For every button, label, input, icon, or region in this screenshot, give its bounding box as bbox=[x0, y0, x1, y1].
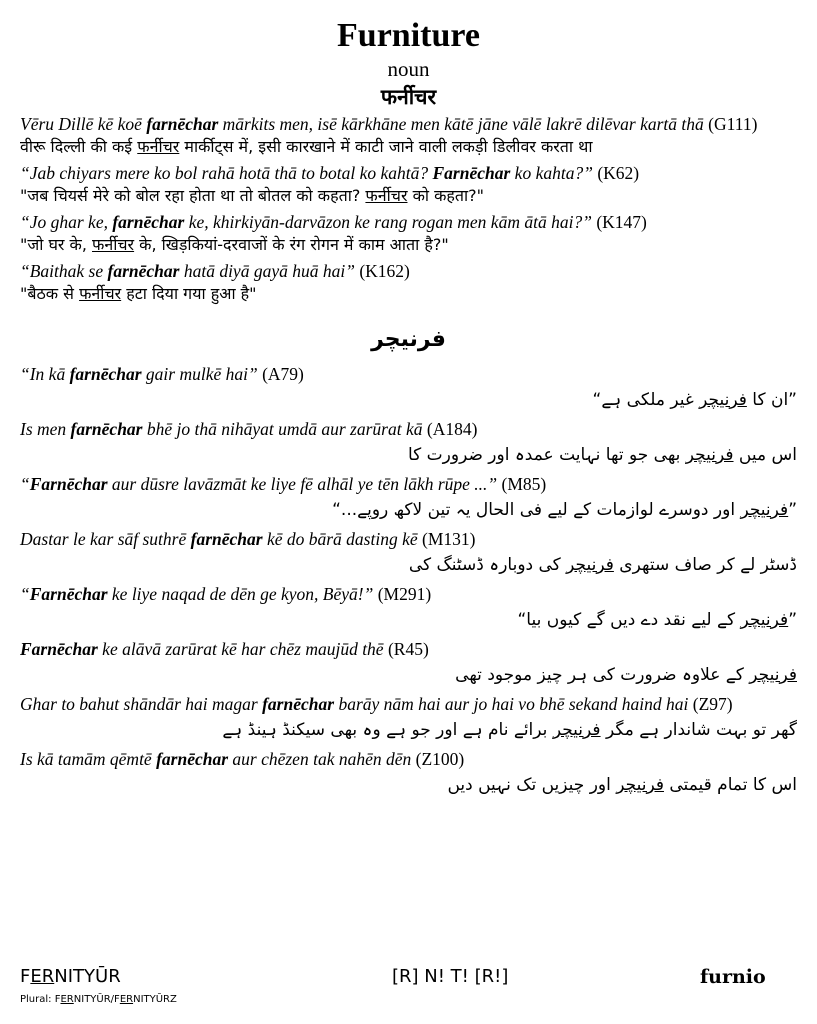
romanized-sentence bbox=[20, 584, 797, 605]
keyword-urdu: فرنیچر bbox=[685, 445, 734, 465]
source-code: (K162) bbox=[354, 261, 410, 281]
keyword-urdu: فرنیچر bbox=[699, 390, 747, 410]
dev-text: मार्कीट्स में, इसी कारखाने में काटी जाने वाली लकड़ी डिलीवर करता था bbox=[179, 137, 593, 156]
urdu-text: کی دوبارہ ڈسٹنگ کی bbox=[408, 555, 567, 575]
urdu-sentence bbox=[20, 550, 797, 580]
keyword-devanagari: फर्नीचर bbox=[79, 284, 122, 303]
devanagari-sentence bbox=[20, 233, 797, 257]
keyword: Farnēchar bbox=[20, 639, 98, 659]
urdu-sentence bbox=[20, 660, 797, 690]
plural-forms: Plural: FERNITYŪR/FERNITYŪRZ bbox=[20, 994, 177, 1005]
urdu-examples bbox=[20, 364, 797, 800]
example-entry bbox=[20, 749, 797, 800]
rom-text: gair mulkē hai” bbox=[141, 364, 258, 384]
romanized-sentence bbox=[20, 529, 797, 550]
rom-text: “Jab chiyars mere ko bol rahā hotā thā to botal ko kahtā? bbox=[20, 163, 433, 183]
keyword: farnēchar bbox=[112, 212, 185, 232]
keyword: Farnēchar bbox=[432, 163, 511, 183]
source-code: (G111) bbox=[703, 114, 758, 134]
dev-text: के, खिड़कियां-दरवाजों के रंग रोगन में काम आता है?" bbox=[134, 235, 449, 254]
dev-text: हटा दिया गया हुआ है" bbox=[121, 284, 257, 303]
keyword: Farnēchar bbox=[29, 584, 108, 604]
keyword: farnēchar bbox=[156, 749, 229, 769]
dev-text: "बैठक से bbox=[20, 284, 80, 303]
urdu-text: ڈسٹر لے کر صاف ستھری bbox=[613, 555, 797, 575]
urdu-text: کے علاوہ ضرورت کی ہر چیز موجود تھی bbox=[455, 665, 750, 685]
script-form: furnio bbox=[700, 966, 766, 988]
source-code: (Z100) bbox=[411, 749, 465, 769]
rom-text: “ bbox=[20, 474, 30, 494]
rom-text: aur chēzen tak nahēn dēn bbox=[228, 749, 412, 769]
source-code: (Z97) bbox=[688, 694, 733, 714]
keyword: farnēchar bbox=[69, 364, 142, 384]
dev-text: वीरू दिल्ली की कई bbox=[20, 137, 138, 156]
example-entry bbox=[20, 261, 797, 306]
keyword: farnēchar bbox=[107, 261, 180, 281]
urdu-text: برائے نام ہے اور جو ہے وہ بھی سیکنڈ ہینڈ ہے bbox=[222, 720, 553, 740]
romanized-sentence bbox=[20, 694, 797, 715]
source-code: (K62) bbox=[592, 163, 640, 183]
dev-text: "जब चियर्स मेरे को बोल रहा होता था तो बोतल को कहता? bbox=[20, 186, 366, 205]
urdu-text: اور دوسرے لوازمات کے لیے فی الحال یہ تین لاکھ روپے...“ bbox=[332, 500, 741, 520]
urdu-sentence bbox=[20, 605, 797, 635]
example-entry bbox=[20, 212, 797, 257]
pronunciation: [R] N! T! [R!] bbox=[392, 966, 509, 987]
rom-text: aur dūsre lavāzmāt ke liye fē alhāl ye tēn lākh rūpe ...” bbox=[107, 474, 498, 494]
urdu-sentence bbox=[20, 715, 797, 745]
hindi-headword: फर्नीचर bbox=[380, 85, 437, 109]
keyword: Farnēchar bbox=[29, 474, 108, 494]
devanagari-sentence bbox=[20, 184, 797, 208]
rom-text: Is men bbox=[20, 419, 71, 439]
rom-text: ko kahta?” bbox=[510, 163, 593, 183]
urdu-sentence bbox=[20, 495, 797, 525]
example-entry bbox=[20, 529, 797, 580]
source-code: (A184) bbox=[422, 419, 478, 439]
rom-text: “Jo ghar ke, bbox=[20, 212, 113, 232]
keyword-urdu: فرنیچر bbox=[740, 500, 789, 520]
rom-text: bhē jo thā nihāyat umdā aur zarūrat kā bbox=[142, 419, 423, 439]
romanized-sentence bbox=[20, 639, 797, 660]
respelled-word: FERNITYŪR bbox=[20, 966, 121, 987]
example-entry bbox=[20, 694, 797, 745]
example-entry bbox=[20, 364, 797, 415]
keyword-urdu: فرنیچر bbox=[740, 610, 789, 630]
urdu-sentence bbox=[20, 770, 797, 800]
source-code: (R45) bbox=[383, 639, 429, 659]
source-code: (M85) bbox=[497, 474, 547, 494]
romanized-sentence bbox=[20, 261, 797, 282]
source-code: (M291) bbox=[373, 584, 432, 604]
rom-text: Dastar le kar sāf suthrē bbox=[20, 529, 191, 549]
source-code: (A79) bbox=[257, 364, 304, 384]
rom-text: ke, khirkiyān-darvāzon ke rang rogan men kām ātā hai?” bbox=[184, 212, 592, 232]
footer bbox=[20, 966, 797, 1006]
keyword: farnēchar bbox=[262, 694, 335, 714]
romanized-sentence bbox=[20, 163, 797, 184]
urdu-text: ”ان کا bbox=[746, 390, 797, 410]
rom-text: Vēru Dillē kē koē bbox=[20, 114, 147, 134]
romanized-sentence bbox=[20, 212, 797, 233]
keyword: farnēchar bbox=[190, 529, 263, 549]
example-entry bbox=[20, 163, 797, 208]
urdu-text: کے لیے نقد دے دیں گے کیوں بیا“ bbox=[517, 610, 741, 630]
source-code: (K147) bbox=[591, 212, 647, 232]
urdu-text: ” bbox=[788, 500, 797, 520]
dev-text: को कहता?" bbox=[407, 186, 485, 205]
romanized-sentence bbox=[20, 474, 797, 495]
romanized-sentence bbox=[20, 114, 797, 135]
devanagari-sentence bbox=[20, 135, 797, 159]
rom-text: ke alāvā zarūrat kē har chēz maujūd thē bbox=[97, 639, 384, 659]
rom-text: kē do bārā dasting kē bbox=[262, 529, 418, 549]
rom-text: “Baithak se bbox=[20, 261, 108, 281]
rom-text: mārkits men, isē kārkhāne men kātē jāne vālē lakrē dilēvar kartā thā bbox=[218, 114, 704, 134]
keyword-urdu: فرنیچر bbox=[566, 555, 614, 575]
keyword-urdu: فرنیچر bbox=[616, 775, 664, 795]
rom-text: Ghar to bahut shāndār hai magar bbox=[20, 694, 263, 714]
part-of-speech: noun bbox=[387, 57, 430, 81]
keyword-devanagari: फर्नीचर bbox=[137, 137, 180, 156]
urdu-text: اس کا تمام قیمتی bbox=[663, 775, 797, 795]
example-entry bbox=[20, 584, 797, 635]
keyword-devanagari: फर्नीचर bbox=[365, 186, 408, 205]
urdu-headword: فرنیچر bbox=[371, 327, 446, 352]
urdu-text: اس میں bbox=[733, 445, 797, 465]
urdu-text: بھی جو تھا نہایت عمدہ اور ضرورت کا bbox=[407, 445, 686, 465]
romanized-sentence bbox=[20, 419, 797, 440]
rom-text: “ bbox=[20, 584, 30, 604]
source-code: (M131) bbox=[417, 529, 476, 549]
romanized-sentence bbox=[20, 364, 797, 385]
romanized-sentence bbox=[20, 749, 797, 770]
urdu-text: گھر تو بہت شاندار ہے مگر bbox=[600, 720, 797, 740]
keyword: farnēchar bbox=[70, 419, 143, 439]
rom-text: ke liye naqad de dēn ge kyon, Bēyā!” bbox=[107, 584, 374, 604]
example-entry bbox=[20, 639, 797, 690]
urdu-text: اور چیزیں تک نہیں دیں bbox=[447, 775, 617, 795]
urdu-text: غیر ملکی ہے“ bbox=[592, 390, 700, 410]
rom-text: barāy nām hai aur jo hai vo bhē sekand haind hai bbox=[334, 694, 689, 714]
keyword-devanagari: फर्नीचर bbox=[92, 235, 135, 254]
keyword-urdu: فرنیچر bbox=[552, 720, 601, 740]
urdu-text: ” bbox=[788, 610, 797, 630]
urdu-sentence bbox=[20, 385, 797, 415]
rom-text: hatā diyā gayā huā hai” bbox=[179, 261, 355, 281]
dictionary-page bbox=[20, 16, 797, 804]
keyword: farnēchar bbox=[146, 114, 219, 134]
urdu-sentence bbox=[20, 440, 797, 470]
rom-text: Is kā tamām qēmtē bbox=[20, 749, 157, 769]
example-entry bbox=[20, 474, 797, 525]
example-entry bbox=[20, 419, 797, 470]
hindi-examples bbox=[20, 114, 797, 306]
devanagari-sentence bbox=[20, 282, 797, 306]
page-title: Furniture bbox=[337, 17, 480, 54]
dev-text: "जो घर के, bbox=[20, 235, 93, 254]
example-entry bbox=[20, 114, 797, 159]
rom-text: “In kā bbox=[20, 364, 70, 384]
keyword-urdu: فرنیچر bbox=[749, 665, 797, 685]
